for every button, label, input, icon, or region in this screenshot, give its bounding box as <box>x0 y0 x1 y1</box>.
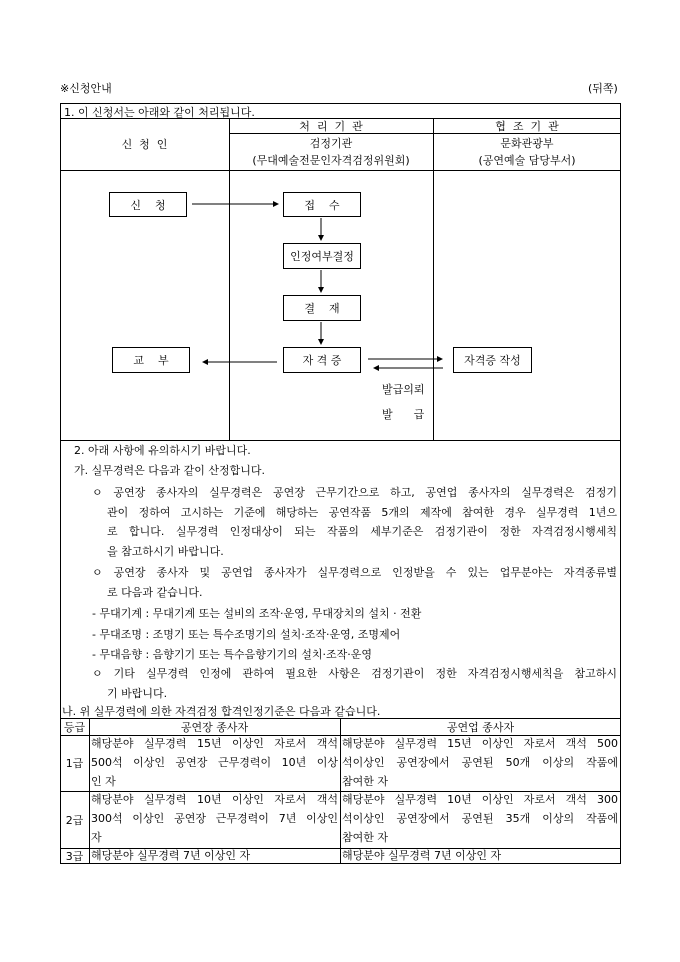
page-title: ※신청안내 <box>60 82 112 95</box>
dash-item: - 무대기계 : 무대기계 또는 설비의 조작·운영, 무대장치의 설치 · 전환 <box>92 607 422 620</box>
industry-line: 참여한 자 <box>342 775 389 788</box>
processing-org-sub: (무대예술전문인자격검정위원회) <box>252 154 410 167</box>
venue-line: 해당분야 실무경력 10년 이상인 자로서 객석 <box>91 793 338 806</box>
flow-deliver-box: 교 부 <box>112 347 190 373</box>
section1-title: 1. 이 신청서는 아래와 같이 처리됩니다. <box>64 106 255 119</box>
section2-title: 2. 아래 사항에 유의하시기 바랍니다. <box>74 444 251 457</box>
grade-cell: 2급 <box>65 813 84 827</box>
header-venue: 공연장 종사자 <box>180 721 249 734</box>
issue-label: 발 급 <box>382 408 425 421</box>
venue-line: 해당분야 실무경력 15년 이상인 자로서 객석 <box>91 737 338 750</box>
grade-cell: 1급 <box>65 757 84 770</box>
industry-line: 석이상인 공연장에서 공연된 50개 이상의 작품에 <box>342 756 618 769</box>
bullet1-line: 을 참고하시기 바랍니다. <box>107 545 224 558</box>
flow-apply-box: 신 청 <box>109 192 187 217</box>
industry-line: 해당분야 실무경력 15년 이상인 자로서 객석 500 <box>342 737 618 750</box>
venue-line: 인 자 <box>91 775 116 788</box>
coop-org-sub: (공연예술 담당부서) <box>478 154 576 167</box>
flow-receive-box: 접 수 <box>283 192 361 217</box>
grade-cell: 3급 <box>65 849 84 863</box>
bullet1-line: 관이 정하여 고시하는 기준에 해당하는 공연작품 5개의 제작에 참여한 경우 실무경력 1년으 <box>107 506 617 519</box>
bullet1-line: ㅇ 공연장 종사자의 실무경력은 공연장 근무기간으로 하고, 공연업 종사자의 실무경력은 검정기 <box>92 486 617 499</box>
flow-certificate-box: 자 격 증 <box>283 347 361 373</box>
industry-line: 해당분야 실무경력 7년 이상인 자 <box>342 849 502 862</box>
coop-org: 문화관광부 <box>500 137 554 150</box>
venue-line: 500석 이상인 공연장 근무경력이 10년 이상 <box>91 756 338 769</box>
bullet1-line: 로 합니다. 실무경력 인정대상이 되는 작품의 세부기준은 검정기관이 정한 자격검정시행세칙 <box>107 525 617 538</box>
page-side-label: (뒤쪽) <box>588 82 618 95</box>
venue-line: 자 <box>91 831 102 844</box>
venue-line: 300석 이상인 공연장 근무경력이 7년 이상인 <box>91 812 338 825</box>
sub-a: 가. 실무경력은 다음과 같이 산정합니다. <box>74 464 265 477</box>
industry-line: 해당분야 실무경력 10년 이상인 자로서 객석 300 <box>342 793 618 806</box>
flow-make-cert-box: 자격증 작성 <box>453 347 532 373</box>
cooperation-header: 협 조 기 관 <box>495 119 559 133</box>
header-industry: 공연업 종사자 <box>446 721 515 734</box>
bullet3-line: ㅇ 기타 실무경력 인정에 관하여 필요한 사항은 검정기관이 정한 자격검정시행세칙을 참고하시 <box>92 667 617 680</box>
request-label: 발급의뢰 <box>382 383 425 396</box>
dash-item: - 무대음향 : 음향기기 또는 특수음향기기의 설치·조작·운영 <box>92 648 373 661</box>
applicant-header: 신 청 인 <box>121 138 168 151</box>
bullet2-line: 로 다음과 같습니다. <box>107 586 203 599</box>
bullet2-line: ㅇ 공연장 종사자 및 공연업 종사자가 실무경력으로 인정받을 수 있는 업무분야는 자격종류별 <box>92 566 617 579</box>
industry-line: 석이상인 공연장에서 공연된 35개 이상의 작품에 <box>342 812 618 825</box>
flow-approve-box: 결 재 <box>283 295 361 321</box>
dash-item: - 무대조명 : 조명기 또는 특수조명기의 설치·조작·운영, 조명제어 <box>92 628 401 641</box>
header-grade: 등급 <box>63 721 86 734</box>
processing-org: 검정기관 <box>309 137 353 150</box>
flow-decide-box: 인정여부결정 <box>283 243 361 269</box>
processing-header: 처 리 기 관 <box>299 119 363 133</box>
sub-b: 나. 위 실무경력에 의한 자격검정 합격인정기준은 다음과 같습니다. <box>62 705 381 718</box>
industry-line: 참여한 자 <box>342 831 389 844</box>
venue-line: 해당분야 실무경력 7년 이상인 자 <box>91 849 251 862</box>
bullet3-line: 기 바랍니다. <box>107 687 168 700</box>
